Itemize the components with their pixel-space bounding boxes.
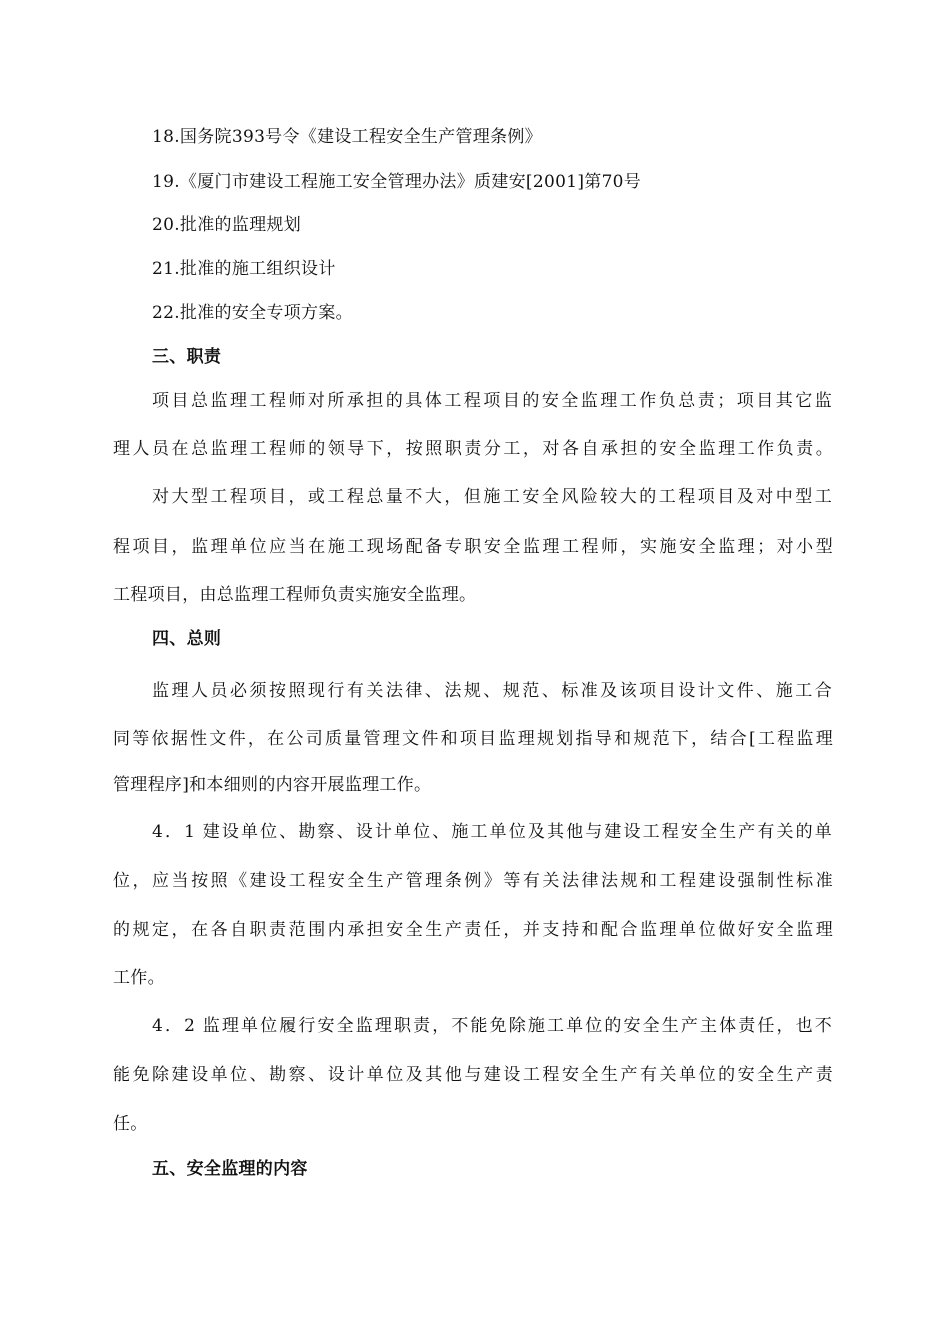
paragraph-line: 监理人员必须按照现行有关法律、法规、规范、标准及该项目设计文件、施工合 (152, 681, 832, 701)
paragraph-line: 同等依据性文件，在公司质量管理文件和项目监理规划指导和规范下，结合[工程监理 (113, 729, 833, 749)
reference-item-18: 18.国务院393号令《建设工程安全生产管理条例》 (152, 127, 542, 147)
paragraph-line: 工作。 (113, 968, 165, 988)
paragraph-line: 项目总监理工程师对所承担的具体工程项目的安全监理工作负总责；项目其它监 (152, 391, 832, 411)
reference-item-20: 20.批准的监理规划 (152, 215, 302, 235)
paragraph-line: 4．2 监理单位履行安全监理职责，不能免除施工单位的安全生产主体责任，也不 (152, 1016, 832, 1036)
reference-item-22: 22.批准的安全专项方案。 (152, 303, 353, 323)
reference-item-19: 19.《厦门市建设工程施工安全管理办法》质建安[2001]第70号 (152, 172, 642, 192)
paragraph-line: 程项目，监理单位应当在施工现场配备专职安全监理工程师，实施安全监理；对小型 (113, 537, 833, 557)
reference-item-21: 21.批准的施工组织设计 (152, 259, 336, 279)
section-heading-duties: 三、职责 (152, 347, 222, 367)
paragraph-line: 的规定，在各自职责范围内承担安全生产责任，并支持和配合监理单位做好安全监理 (113, 920, 833, 940)
paragraph-line: 位，应当按照《建设工程安全生产管理条例》等有关法律法规和工程建设强制性标准 (113, 871, 833, 891)
section-heading-general-principles: 四、总则 (152, 629, 222, 649)
paragraph-line: 管理程序]和本细则的内容开展监理工作。 (113, 775, 432, 795)
section-heading-safety-supervision-content: 五、安全监理的内容 (152, 1159, 308, 1179)
paragraph-line: 能免除建设单位、勘察、设计单位及其他与建设工程安全生产有关单位的安全生产责 (113, 1065, 833, 1085)
paragraph-line: 任。 (113, 1114, 148, 1134)
paragraph-line: 工程项目，由总监理工程师负责实施安全监理。 (113, 585, 477, 605)
paragraph-line: 4．1 建设单位、勘察、设计单位、施工单位及其他与建设工程安全生产有关的单 (152, 822, 832, 842)
paragraph-line: 对大型工程项目，或工程总量不大，但施工安全风险较大的工程项目及对中型工 (152, 487, 832, 507)
paragraph-line: 理人员在总监理工程师的领导下，按照职责分工，对各自承担的安全监理工作负责。 (113, 439, 833, 459)
